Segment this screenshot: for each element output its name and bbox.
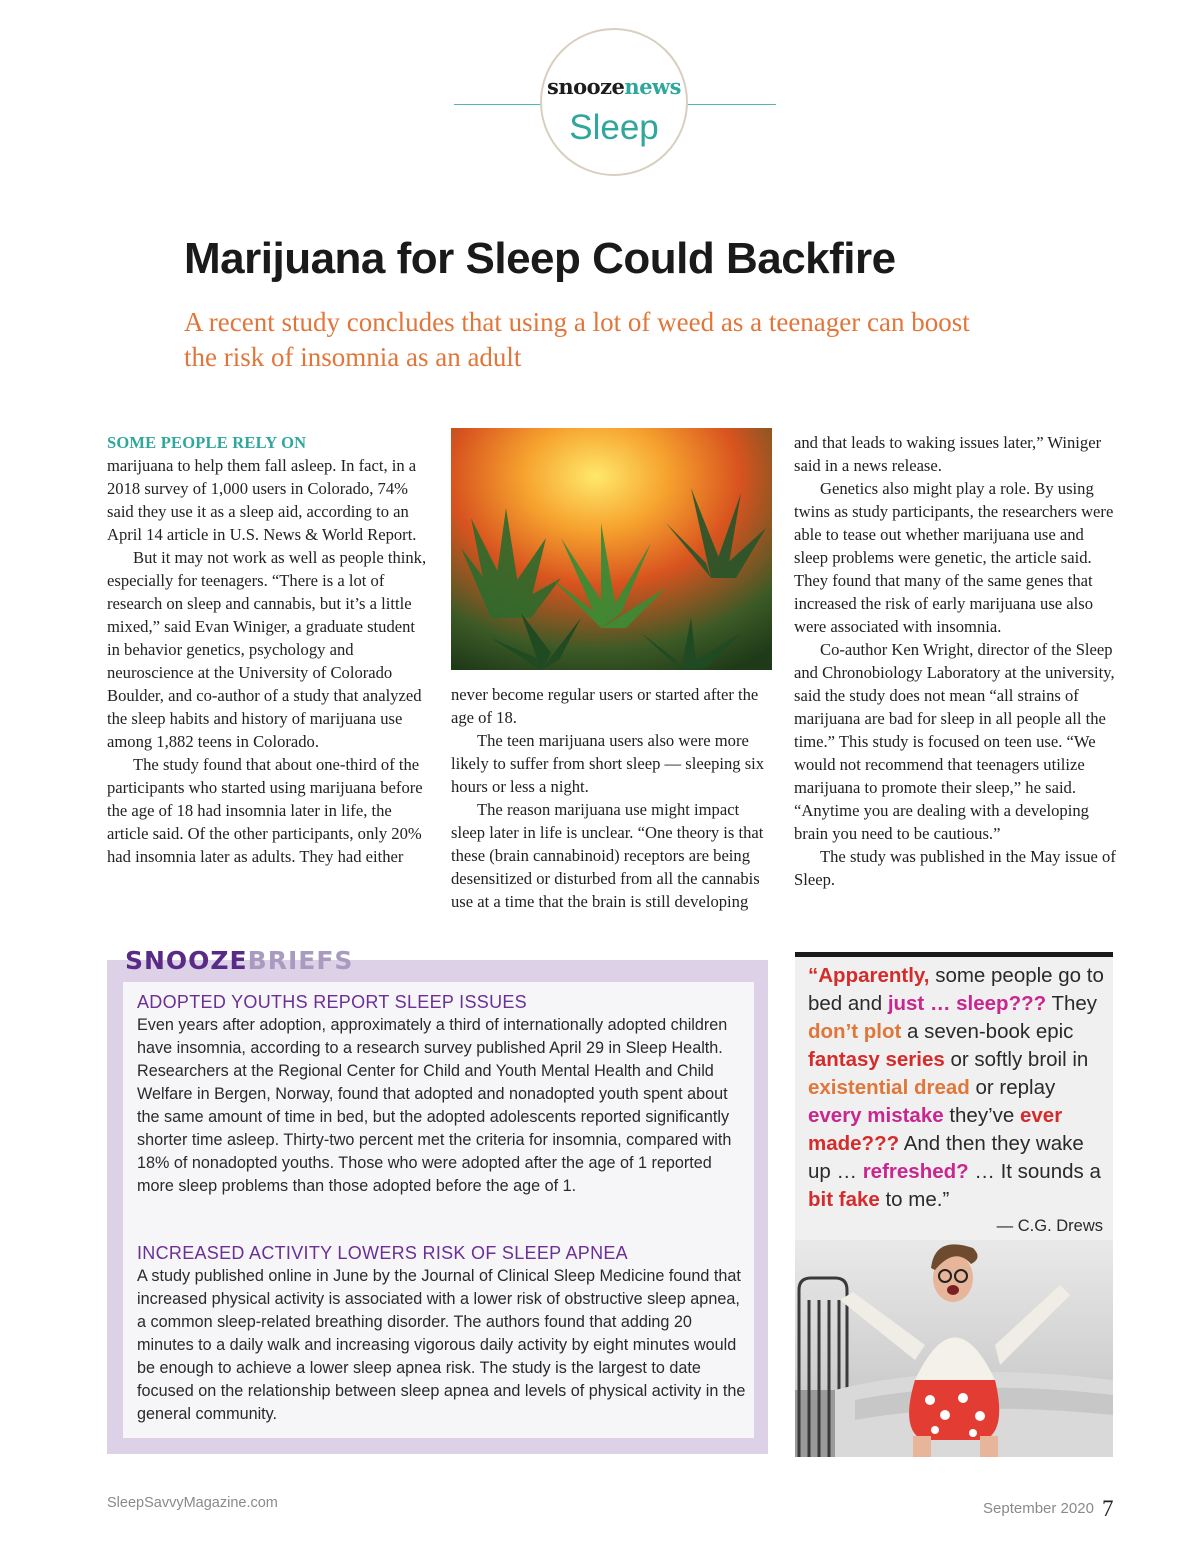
paragraph: The study was published in the May issue of Sleep. (794, 847, 1116, 889)
waking-man-photo (795, 1240, 1113, 1457)
footer-website: SleepSavvyMagazine.com (107, 1495, 278, 1511)
paragraph: Co-author Ken Wright, director of the Sleep and Chronobiology Laboratory at the university, said the study does not mean “all strains of marijuana are bad for sleep in all people all the time.” This study is focused on teen use. “We would not recommend that teenagers utilize marijuana to promote their sleep,” he said. “Anytime you are dealing with a developing brain you need to be cautious.” (794, 640, 1115, 843)
section-label: Sleep (569, 108, 659, 147)
brief-heading: ADOPTED YOUTHS REPORT SLEEP ISSUES (137, 992, 527, 1012)
footer-date: September 2020 (983, 1500, 1094, 1517)
article-headline: Marijuana for Sleep Could Backfire (184, 234, 896, 283)
paragraph: Genetics also might play a role. By using twins as study participants, the researchers were able to tease out whether marijuana use and sleep problems were genetic, the article said. They found that many of the same genes that increased the risk of early marijuana use also were associated with insomnia. (794, 479, 1114, 636)
article-column-3 (794, 431, 1116, 891)
brief-item (137, 991, 747, 1198)
article-column-2 (451, 683, 773, 913)
section-badge (540, 28, 688, 176)
paragraph: But it may not work as well as people think, especially for teenagers. “There is a lot of research on sleep and cannabis, but it’s a little mixed,” said Evan Winiger, a graduate student in behavior genetics, psychology and neuroscience at the University of Colorado Boulder, and co-author of a study that analyzed the sleep habits and history of marijuana use among 1,882 teens in Colorado. (107, 548, 427, 751)
lead-in-caps: SOME PEOPLE RELY ON (107, 433, 307, 452)
pull-quote: “Apparently, some people go to bed and just … sleep??? They don’t plot a seven-book epic fantasy series or softly broil in existential dread or replay every mistake they’ve ever made??? And then they wake up … refreshed? … It sounds a bit fake to me.” (808, 964, 1104, 1211)
quote-attribution: — C.G. Drews (996, 1217, 1103, 1235)
briefs-title: SNOOZEBRIEFS (125, 946, 354, 975)
paragraph: The reason marijuana use might impact sleep later in life is unclear. “One theory is that these (brain cannabinoid) receptors are being desensitized or disturbed from all the cannabis use at a time that the brain is still developing (451, 800, 764, 911)
paragraph: never become regular users or started after the age of 18. (451, 685, 759, 727)
article-subhead: A recent study concludes that using a lot of weed as a teenager can boost the risk of insomnia as an adult (184, 307, 970, 372)
brief-body: A study published online in June by the Journal of Clinical Sleep Medicine found that increased physical activity is associated with a lower risk of obstructive sleep apnea, a common sleep-related breathing disorder. The authors found that adding 20 minutes to a daily walk and increasing vigorous daily activity by eight minutes would be enough to achieve a lower sleep apnea risk. The study is the largest to date focused on the relationship between sleep apnea and levels of physical activity in the general community. (137, 1267, 746, 1423)
article-column-1 (107, 431, 429, 868)
brief-heading: INCREASED ACTIVITY LOWERS RISK OF SLEEP APNEA (137, 1243, 628, 1263)
paragraph: The study found that about one-third of the participants who started using marijuana before the age of 18 had insomnia later in life, the article said. Of the other participants, only 20% had insomnia later as adults. They had either (107, 755, 423, 866)
brief-body: Even years after adoption, approximately a third of internationally adopted children have insomnia, according to a research survey published April 29 in Sleep Health. Researchers at the Regional Center for Child and Youth Mental Health and Child Welfare in Bergen, Norway, found that adopted and nonadopted youth spent about the same amount of time in bed, but the adopted adolescents reported significantly shorter time asleep. Thirty-two percent met the criteria for insomnia, compared with 18% of nonadopted youths. Those who were adopted after the age of 1 reported more sleep problems than those adopted before the age of 1. (137, 1016, 732, 1195)
cannabis-photo (451, 428, 772, 670)
paragraph: and that leads to waking issues later,” Winiger said in a news release. (794, 433, 1102, 475)
paragraph: The teen marijuana users also were more likely to suffer from short sleep — sleeping six hours or less a night. (451, 731, 765, 796)
brand-logo: snoozenews (547, 74, 681, 99)
brief-item (137, 1242, 747, 1426)
page-number: 7 (1102, 1496, 1114, 1521)
paragraph: marijuana to help them fall asleep. In fact, in a 2018 survey of 1,000 users in Colorado, 74% said they use it as a sleep aid, according to an April 14 article in U.S. News & World Report. (107, 456, 417, 544)
